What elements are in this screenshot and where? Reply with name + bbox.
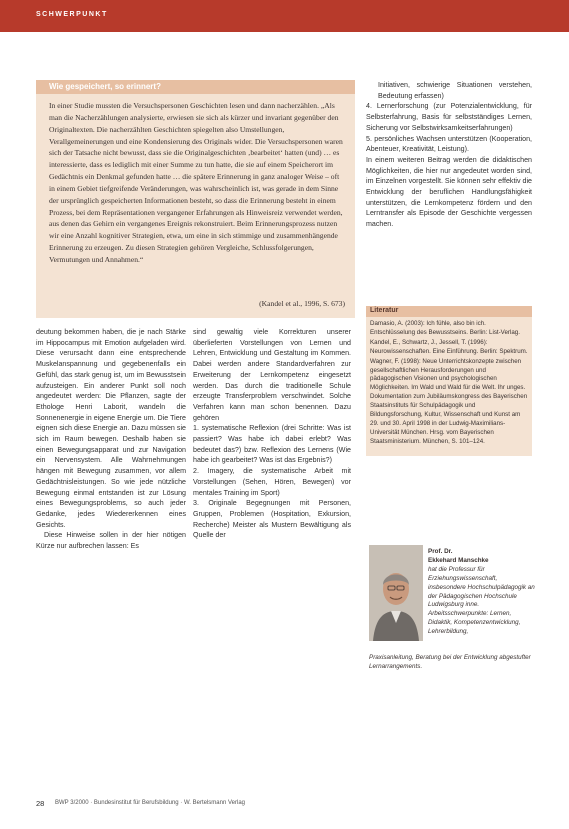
header-bar [0, 0, 569, 32]
quote-box-header [36, 80, 355, 94]
column-3 [366, 80, 532, 230]
column3-lead: Initiativen, schwierige Situationen verstehen, Bedeutung erfassen) [378, 81, 532, 100]
column3-closing: In einem weiteren Beitrag werden die didaktischen Möglichkeiten, die hier nur angedeutet worden sind, im Einzelnen vorgestellt. Sie können sehr effektiv die Entwicklung der beruflichen Handlungsfähigkeit unterstützen, die Lernkompetenz fördern und den Lerntransfer als Episode der Geschichte vergessen machen. [366, 155, 532, 229]
quote-box-title: Wie gespeichert, so erinnert? [49, 82, 161, 91]
author-name: Ekkehard Manschke [428, 556, 489, 564]
list-item: 5. persönliches Wachsen unterstützen (Kooperation, Abenteuer, Kreativität, Leistung). [366, 134, 532, 154]
author-bio-tail: Praxisanleitung, Beratung bei der Entwicklung abgestufter Lernarrangements. [369, 654, 531, 670]
footer-source: BWP 3/2000 · Bundesinstitut für Berufsbildung · W. Bertelsmann Verlag [55, 800, 245, 806]
page-number: 28 [36, 799, 45, 808]
section-label: SCHWERPUNKT [36, 11, 108, 18]
column1-paragraph: Diese Hinweise sollen in der hier nötigen Kürze nur aufbrechen lassen: Es [36, 531, 186, 551]
author-description: hat die Professur für Erziehungswissenschaft, insbesondere Hochschulpädagogik an der Pädagogischen Hochschule Ludwigsburg inne. Arbeitsschwerpunkte: Lernen, Didaktik, Kompetenzentwicklung, Lehrerbildung, [428, 565, 535, 636]
list-item: 4. Lernerforschung (zur Potenzialentwicklung, für Selbsterfahrung, Basis für selbstständiges Lernen, Sicherung vor Selbstwirksamkeitserfahrungen) [366, 102, 532, 132]
quote-box [36, 80, 355, 318]
column-2 [193, 327, 351, 541]
quote-citation: (Kandel et al., 1996, S. 673) [259, 299, 345, 308]
literature-heading: Literatur [366, 306, 532, 317]
list-item: 3. Originale Begegnungen mit Personen, Gruppen, Problemen (Hospitation, Exkursion, Recherche) Meister als Mustern Bewältigung als Quelle der [193, 499, 351, 540]
column1-paragraph: deutung bekommen haben, die je nach Stärke im Hippocampus mit Emotion aufgeladen wird. Diese verursacht dann eine entsprechende Muskelanspannung und gegebenenfalls ein Gefühl, das stark genug ist, um im Bewusstsein aufzusteigen. Ein anderer Punkt soll noch angedeutet werden: Die Pflanzen, sagte der Ethologe Henri Laborit, wandeln die Sonnenenergie in eigene Energie um. Die Tiere eignen sich diese Energie an. Dazu müssen sie sich im Raum bewegen. Deshalb haben sie einen Bewegungsapparat und zur Navigation ein Nervensystem. Alle Wahrnehmungen hängen mit Bewegung zusammen, vor allem Gedächtnisleistungen. So wie jede nützliche Bewegung einmal entstanden ist zur Lösung eines Bewegungsproblems, so auch jeder Gedanke, jedes Wiedererkennen eines Gesichts. [36, 328, 186, 529]
method-list-continued [366, 101, 532, 155]
list-item: 2. Imagery, die systematische Arbeit mit Vorstellungen (Sehen, Hören, Bewegen) vor mentales Training im Sport) [193, 467, 351, 497]
column-1 [36, 327, 186, 552]
quote-body: In einer Studie mussten die Versuchspersonen Geschichten lesen und dann nacherzählen. „Als man die Nacherzählungen analysierte, erwiesen sie sich als kürzer und invariant gegenüber den Originaltexten. Die nacherzählten Geschichten spiegelten also Umstellungen, Verallgemeinerungen und eine Kondensierung des Originals wider. Die Versuchspersonen waren sich der Tatsache nicht bewusst, dass sie die Originalgeschichten ‚bearbeitet‘ hatten (und) … es interessierte, dass es lediglich mit einer Summe zu tun hatte, die sie auf einem Speicherort im Gedächtnis ein Denkmal gefunden hatte … die spätere Erinnerung in ganz analoger Weise – oft in einem Gebiet tiefgreifende Veränderungen, was wahrscheinlich ist, was gerade in dem Sinne der ursprünglich gespeicherten Informationen besteht, so dass die Erinnerung besteht in einem Prozess, bei dem Repräsentationen vergangener Erfahrungen als Hinweisreiz verwendet werden, aus denen das Gehirn ein vergangenes Ereignis rekonstruiert. Beim Erinnerungsprozess nutzen wir eine Anzahl kognitiver Strategien, etwa, um eine in sich stimmige und zusammenhängende Erinnerung zu erzeugen. Zu diesen Strategien gehören Vergleiche, Schlussfolgerungen, Vermutungen und Annahmen.“ [49, 101, 343, 264]
author-bio [428, 548, 536, 637]
literature-list [366, 317, 532, 456]
literature-entry: Wagner, F. (1998): Neue Unterrichtskonzepte zwischen gesellschaftlichen Herausforderungen und pädagogischen Visionen und psychologischen Möglichkeiten. Im Wald und Wald für die Welt. Ihr unges. Dokumentation zum Jubiläumskongress des Bayerischen Staatsinstituts für Schulpädagogik und Bildungsforschung, Kultur, Wissenschaft und Kunst am 29. und 30. April 1998 in der Ludwig-Maximilians-Universität München. Hrsg. vom Bayerischen Staatsministerium. München, S. 101–124. [370, 357, 528, 445]
author-title: Prof. Dr. [428, 548, 453, 555]
literature-box [366, 306, 532, 456]
literature-entry: Damasio, A. (2003): Ich fühle, also bin ich. Entschlüsselung des Bewusstseins. Berlin: List-Verlag. [370, 320, 520, 336]
author-photo [369, 545, 423, 641]
literature-entry: Kandel, E., Schwartz, J., Jessell, T. (1996): Neurowissenschaften. Eine Einführung. Berlin: Spektrum. [370, 338, 528, 355]
column2-intro: sind gewaltig viele Korrekturen unserer überlieferten Vorstellungen von Lernen und Lehren, Entwicklung und Gestaltung im Kommen. Dabei werden andere Standardverfahren zur Erweiterung der Lernkompetenz eingesetzt werden. Das durch die traditionelle Schule erzeugte Transferproblem verschwindet. Solche Verfahren kann man schon benennen. Dazu gehören [193, 328, 351, 422]
list-item: 1. systematische Reflexion (drei Schritte: Was ist passiert? Was habe ich dabei erlebt? Was bedeutet das?) bzw. Reflexion des Lernens (Wie habe ich gearbeitet? Was ist das Ergebnis?) [193, 424, 351, 465]
method-list [193, 423, 351, 541]
